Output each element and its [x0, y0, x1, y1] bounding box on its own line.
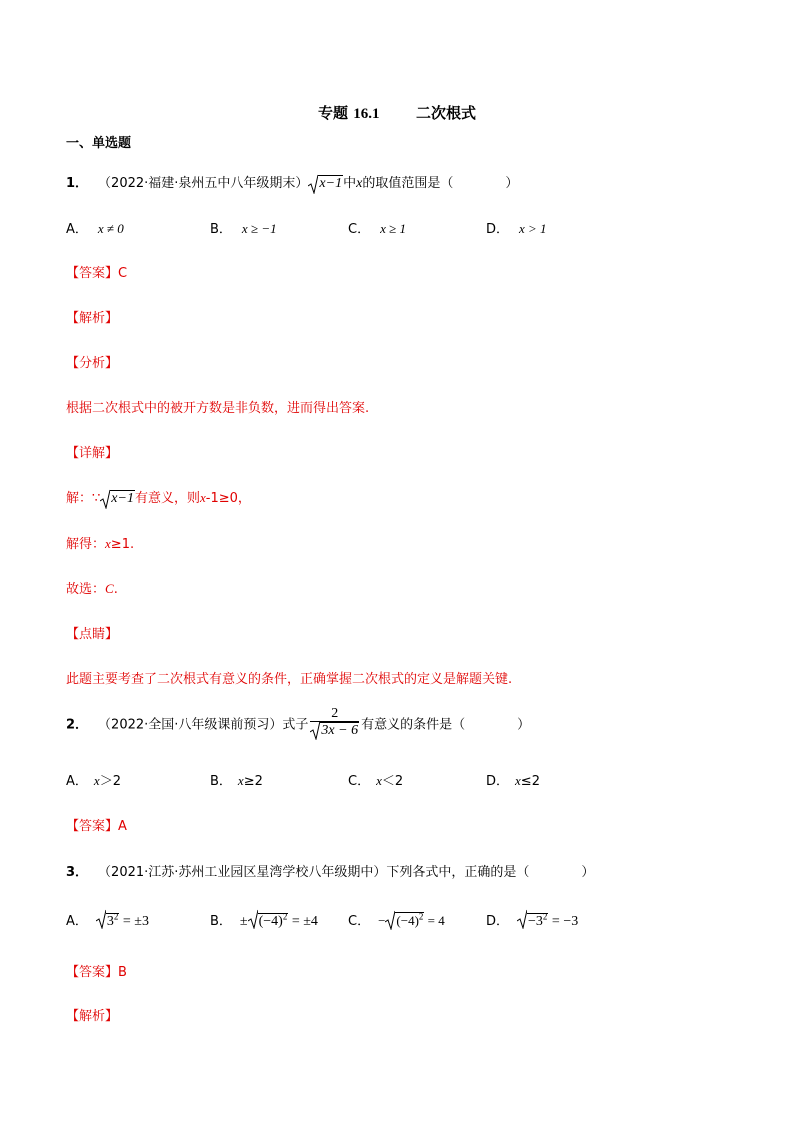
- option-label: D．: [486, 774, 510, 789]
- title-topic: 二次根式: [415, 104, 476, 122]
- exponent: 2: [113, 911, 119, 922]
- exponent: 2: [418, 911, 424, 922]
- sqrt-expression: [385, 912, 424, 929]
- question-3: [66, 861, 594, 880]
- fraction-numerator: 2: [310, 706, 359, 722]
- exponent: 2: [542, 911, 548, 922]
- option-label: A．: [66, 774, 88, 789]
- fraction: [310, 706, 359, 740]
- option-math: x ≠ 0: [97, 221, 124, 236]
- option-b[interactable]: [210, 218, 277, 237]
- option-math: x > 1: [519, 221, 547, 236]
- option-math: ＞2: [99, 774, 121, 789]
- option-d[interactable]: [486, 770, 540, 789]
- fenxi-label: 【分析】: [66, 356, 119, 371]
- analysis-label: 【解析】: [66, 311, 119, 326]
- radical-sign-icon: [385, 910, 395, 930]
- sqrt-expression: [248, 911, 289, 930]
- radical-sign-icon: [100, 489, 110, 509]
- option-math: = 4: [427, 913, 445, 928]
- radicand: x−1: [319, 176, 343, 191]
- question-text: 有意义的条件是（ ）: [361, 717, 531, 733]
- option-label: B．: [210, 774, 232, 789]
- option-d[interactable]: [486, 218, 547, 237]
- variable: x: [105, 536, 111, 551]
- option-math: ≤2: [520, 774, 540, 789]
- answer-label: 【答案】: [66, 965, 119, 980]
- option-c[interactable]: [348, 770, 403, 789]
- option-a[interactable]: [66, 910, 149, 930]
- analysis-text: 根据二次根式中的被开方数是非负数，进而得出答案.: [66, 401, 370, 416]
- detail-label: 【详解】: [66, 446, 119, 461]
- detail-line-2: [66, 533, 134, 552]
- comment-label: 【点睛】: [66, 627, 119, 642]
- radical-sign-icon: [96, 909, 106, 929]
- option-a[interactable]: [66, 770, 121, 789]
- detail-text: .: [113, 582, 118, 597]
- sqrt-expression: [310, 722, 359, 740]
- option-math: x ≥ −1: [241, 221, 277, 236]
- sqrt-expression: [308, 176, 343, 192]
- variable: x: [356, 176, 363, 191]
- sign: ±: [239, 914, 248, 929]
- option-math: ≥2: [243, 774, 263, 789]
- option-b[interactable]: [210, 770, 263, 789]
- question-source: （2021·江苏·苏州工业园区星湾学校八年级期中）下列各式中，正确的是（ ）: [98, 865, 595, 880]
- option-c[interactable]: [348, 218, 406, 237]
- option-d[interactable]: [486, 910, 578, 930]
- detail-line-1: [66, 487, 251, 507]
- detail-text: -1≥0，: [205, 491, 251, 506]
- detail-text: 有意义，则: [134, 491, 200, 506]
- option-math: ＜2: [381, 774, 404, 789]
- option-label: C．: [348, 914, 371, 929]
- variable: x: [93, 773, 100, 788]
- detail-text: 解得：: [66, 537, 106, 552]
- option-label: D．: [486, 222, 510, 237]
- radicand: −3: [528, 914, 543, 929]
- sign: −: [378, 913, 386, 928]
- answer-line: [66, 961, 127, 980]
- detail-text: ≥1.: [110, 537, 135, 552]
- exponent: 2: [282, 911, 288, 922]
- question-number: 1．: [66, 176, 89, 191]
- option-c[interactable]: [348, 910, 445, 929]
- question-source: （2022·全国·八年级课前预习）式子: [98, 717, 309, 733]
- question-number: 3．: [66, 865, 89, 880]
- question-number: 2．: [66, 717, 89, 733]
- option-label: A．: [66, 914, 88, 929]
- answer-label: 【答案】: [66, 819, 119, 834]
- variable: x: [237, 773, 244, 788]
- option-math: = ±4: [291, 914, 318, 929]
- detail-text: 解：∵: [66, 491, 101, 506]
- option-a[interactable]: [66, 218, 124, 237]
- answer-value: A: [118, 819, 127, 834]
- question-text: 的取值范围是（ ）: [362, 176, 519, 191]
- title-prefix: 专题: [318, 104, 349, 122]
- sqrt-expression: [96, 911, 120, 930]
- radicand: 3: [106, 914, 114, 929]
- answer-value: C: [118, 266, 128, 281]
- option-math: x ≥ 1: [380, 221, 406, 236]
- question-1: [66, 172, 518, 192]
- question-source: （2022·福建·泉州五中八年级期末）: [98, 176, 309, 191]
- option-b[interactable]: [210, 910, 318, 930]
- analysis-label: 【解析】: [66, 1009, 119, 1024]
- radical-sign-icon: [517, 909, 527, 929]
- section-heading: 一、单选题: [66, 136, 132, 151]
- variable: x: [515, 773, 521, 788]
- page-title: [0, 102, 794, 123]
- sqrt-expression: [517, 911, 548, 930]
- detail-text: 故选：: [66, 582, 106, 597]
- radicand: 3x − 6: [321, 723, 359, 738]
- option-math: = −3: [551, 914, 579, 929]
- option-label: B．: [210, 222, 232, 237]
- option-label: D．: [486, 914, 510, 929]
- radicand: (−4): [258, 914, 283, 929]
- sqrt-expression: [100, 491, 135, 507]
- answer-value: B: [118, 965, 127, 980]
- radical-sign-icon: [310, 720, 320, 740]
- option-math: = ±3: [122, 914, 149, 929]
- answer-line: [66, 815, 127, 834]
- comment-text: 此题主要考查了二次根式有意义的条件，正确掌握二次根式的定义是解题关键.: [66, 672, 513, 687]
- answer-label: 【答案】: [66, 266, 119, 281]
- question-2: [66, 706, 530, 740]
- option-label: A．: [66, 222, 88, 237]
- option-label: B．: [210, 914, 232, 929]
- variable: x: [376, 773, 382, 788]
- radical-sign-icon: [308, 174, 318, 194]
- option-label: C．: [348, 222, 371, 237]
- question-text: 中: [343, 176, 357, 191]
- answer-line: [66, 262, 127, 281]
- variable: C: [105, 581, 114, 596]
- option-label: C．: [348, 774, 371, 789]
- radical-sign-icon: [248, 909, 258, 929]
- radicand: (−4): [396, 913, 419, 928]
- detail-line-3: [66, 578, 118, 597]
- title-number: 16.1: [353, 106, 380, 122]
- variable: x: [199, 490, 206, 505]
- radicand: x−1: [111, 491, 134, 506]
